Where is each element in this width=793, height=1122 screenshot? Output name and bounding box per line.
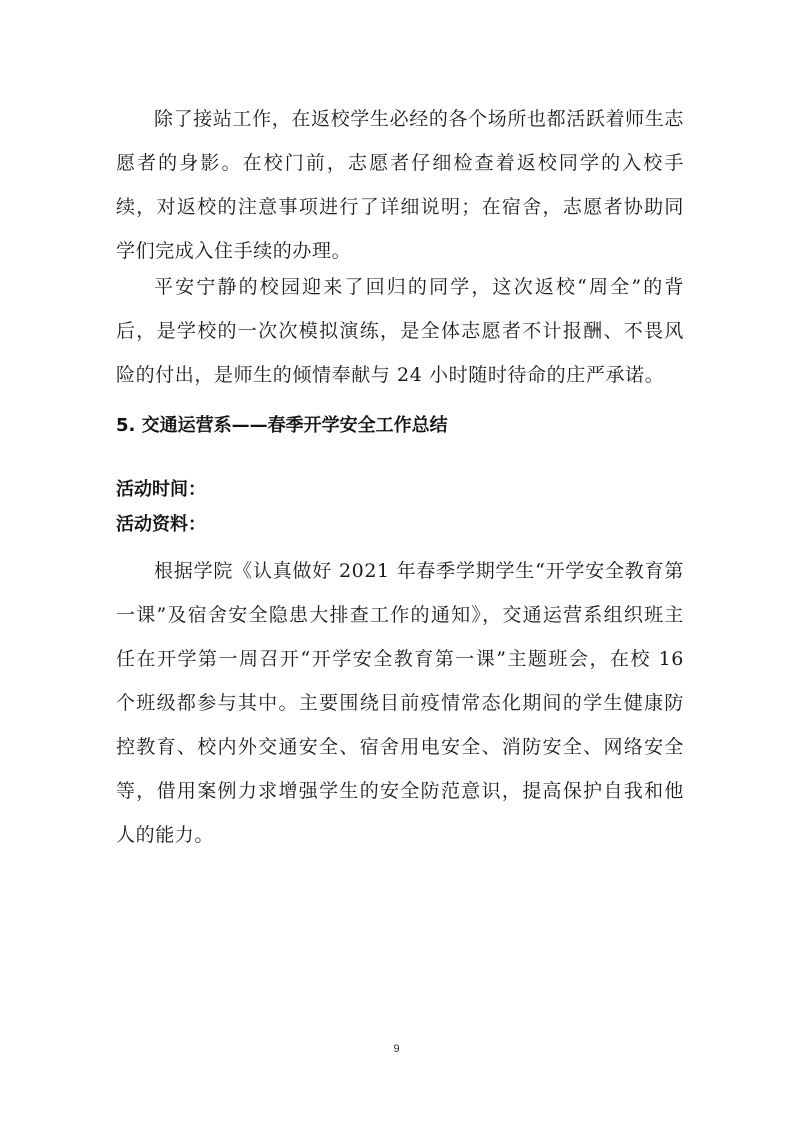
paragraph-campus-return: 平安宁静的校园迎来了回归的同学，这次返校“周全”的背后，是学校的一次次模拟演练，是全体志愿者不计报酬、不畏风险的付出，是师生的倾情奉献与 24 小时随时待命的庄严承诺。 <box>116 276 684 386</box>
activity-info-label: 活动资料： <box>116 514 206 535</box>
page-number: 9 <box>393 1043 400 1055</box>
paragraph-safety-education: 根据学院《认真做好 2021 年春季学期学生“开学安全教育第一课”及宿舍安全隐患大排查工作的通知》，交通运营系组织班主任在开学第一周召开“开学安全教育第一课”主题班会，在校 16 个班级都参与其中。主要围绕目前疫情常态化期间的学生健康防控教育、校内外交通安全、宿舍用电安全、消防安全、网络安全等，借用案例力求增强学生的安全防范意识，提高保护自我和他人的能力。 <box>116 560 684 846</box>
paragraph-volunteers: 除了接站工作，在返校学生必经的各个场所也都活跃着师生志愿者的身影。在校门前，志愿者仔细检查着返校同学的入校手续，对返校的注意事项进行了详细说明；在宿舍，志愿者协助同学们完成入住手续的办理。 <box>116 108 684 262</box>
activity-time-label: 活动时间： <box>116 479 206 500</box>
section-heading: 5. 交通运营系——春季开学安全工作总结 <box>116 415 448 436</box>
